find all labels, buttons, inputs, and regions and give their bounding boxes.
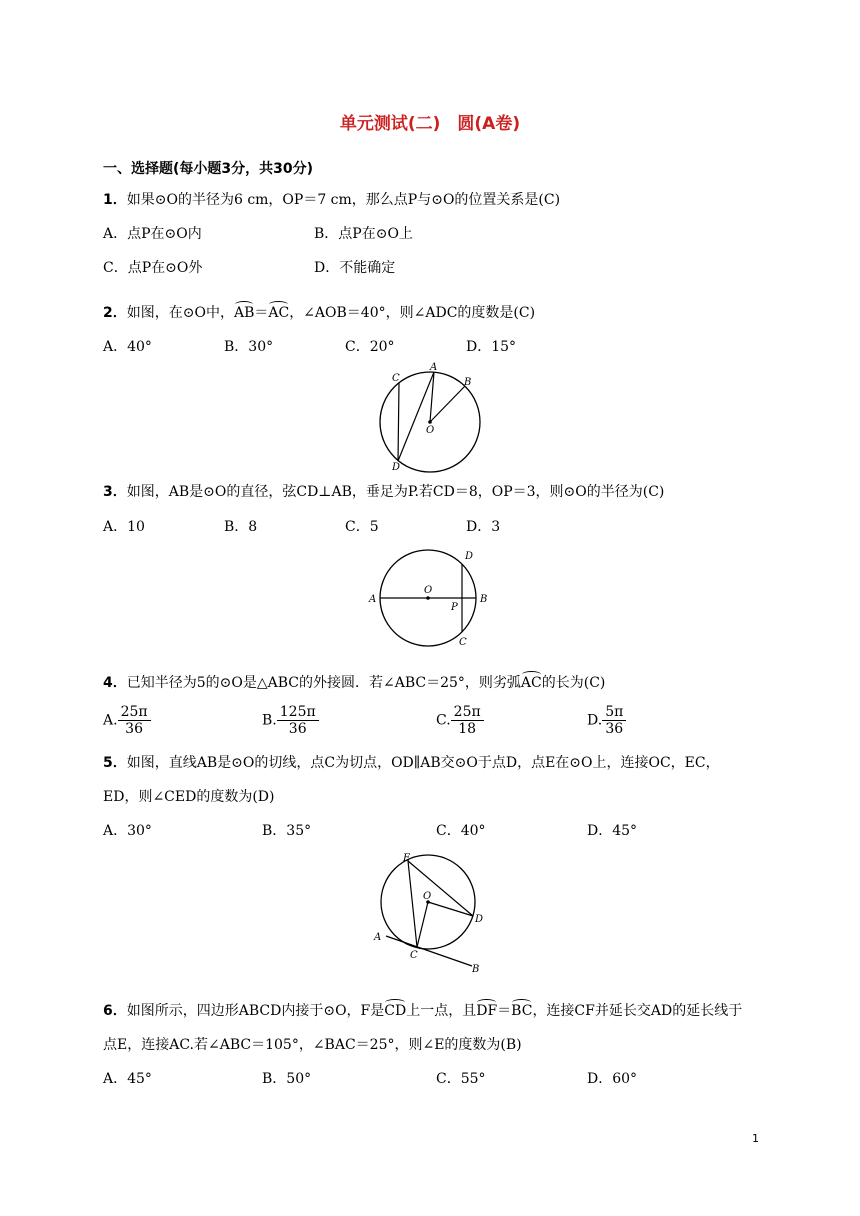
chord-cd — [398, 383, 399, 461]
figure-q3 — [365, 546, 495, 650]
question-5-text-1: 如图，直线AB是⊙O的切线，点C为切点，OD∥AB交⊙O于点D，点E在⊙O上，连接OC，EC， — [126, 755, 720, 771]
equals-sign: ＝ — [254, 305, 269, 321]
denominator: 18 — [458, 721, 477, 737]
question-4-text-pre: 已知半径为5的⊙O是△ABC的外接圆．若∠ABC＝25°，则劣弧 — [126, 675, 521, 691]
chord-ed — [408, 861, 473, 916]
chord-ad — [398, 372, 434, 461]
question-1-stem — [103, 191, 560, 209]
question-3-stem — [103, 483, 664, 501]
label-o: O — [423, 891, 432, 902]
label-c: C — [392, 373, 400, 384]
label-c: C — [459, 637, 467, 648]
question-2-text-post: ，∠AOB＝40°，则∠ADC的度数是(C) — [289, 305, 536, 321]
equals-sign: ＝ — [497, 1003, 512, 1019]
q4-option-a — [103, 704, 151, 737]
q4-option-d-label: D. — [587, 712, 603, 729]
tangent-ab — [386, 936, 472, 966]
arc-bc: BC — [511, 1003, 533, 1019]
q2-option-b: B．30° — [224, 339, 274, 355]
arc-df: DF — [476, 1003, 498, 1019]
label-d: D — [475, 914, 484, 925]
page-number: 1 — [752, 1132, 759, 1145]
q2-option-d: D．15° — [466, 339, 517, 355]
question-4-stem — [103, 674, 605, 692]
question-6-text-mid: 上一点，且 — [406, 1003, 477, 1019]
q5-option-c: C．40° — [436, 823, 486, 839]
figure-q5 — [368, 850, 488, 976]
denominator: 36 — [125, 721, 143, 737]
question-1-text: 如果⊙O的半径为6 cm，OP＝7 cm，那么点P与⊙O的位置关系是(C) — [126, 192, 561, 208]
question-6-number: 6． — [103, 1003, 127, 1019]
section-heading: 一、选择题(每小题3分，共30分) — [103, 161, 314, 177]
numerator: 25π — [118, 704, 151, 721]
label-o: O — [424, 585, 433, 596]
question-6-line-2: 点E，连接AC.若∠ABC＝105°，∠BAC＝25°，则∠E的度数为(B) — [103, 1037, 522, 1053]
question-6-text-post: ，连接CF并延长交AD的延长线于 — [532, 1003, 743, 1019]
q4-option-c-fraction — [451, 704, 484, 737]
q3-option-c: C．5 — [345, 519, 379, 535]
label-b: B — [472, 964, 480, 975]
label-d: D — [465, 551, 474, 562]
denominator: 36 — [288, 721, 307, 737]
label-c: C — [410, 950, 418, 961]
radius-od — [428, 902, 473, 916]
q1-option-d: D．不能确定 — [314, 260, 396, 276]
question-4-number: 4． — [103, 675, 127, 691]
question-6-text-pre: 如图所示，四边形ABCD内接于⊙O，F是 — [126, 1003, 385, 1019]
q4-option-c — [436, 704, 484, 737]
q3-option-d: D．3 — [466, 519, 501, 535]
chord-ec — [408, 861, 417, 947]
arc-ac: AC — [520, 675, 542, 691]
arc-ac: AC — [268, 305, 290, 321]
numerator: 125π — [277, 704, 319, 721]
radius-oc — [417, 902, 428, 947]
q4-option-d — [587, 704, 626, 737]
q1-option-a: A．点P在⊙O内 — [103, 226, 202, 242]
label-a: A — [374, 932, 382, 943]
label-b: B — [480, 594, 488, 605]
question-2-stem — [103, 304, 535, 322]
q4-option-d-fraction — [602, 704, 626, 737]
label-o: O — [426, 425, 435, 436]
q4-option-b-label: B. — [262, 712, 277, 729]
label-e: E — [403, 853, 411, 864]
q3-option-b: B．8 — [224, 519, 258, 535]
question-2-number: 2． — [103, 305, 127, 321]
figure-q2 — [370, 362, 490, 477]
q6-option-a: A．45° — [103, 1071, 152, 1087]
question-5-line-1 — [103, 754, 720, 772]
q2-option-c: C．20° — [345, 339, 395, 355]
q4-option-a-label: A. — [103, 712, 118, 729]
label-d: D — [392, 462, 401, 473]
question-5-line-2: ED，则∠CED的度数为(D) — [103, 789, 275, 805]
q4-option-a-fraction — [118, 704, 151, 737]
numerator: 25π — [451, 704, 484, 721]
q1-option-b: B．点P在⊙O上 — [314, 226, 413, 242]
question-3-number: 3． — [103, 484, 127, 500]
center-point — [428, 420, 432, 424]
question-3-text: 如图，AB是⊙O的直径，弦CD⊥AB，垂足为P.若CD＝8，OP＝3，则⊙O的半径为(C) — [126, 484, 665, 500]
arc-cd: CD — [384, 1003, 407, 1019]
q5-option-b: B．35° — [262, 823, 312, 839]
denominator: 36 — [605, 721, 624, 737]
question-4-text-post: 的长为(C) — [541, 675, 606, 691]
label-p: P — [451, 602, 458, 613]
q1-option-c: C．点P在⊙O外 — [103, 260, 203, 276]
numerator: 5π — [602, 704, 626, 721]
q6-option-b: B．50° — [262, 1071, 312, 1087]
question-5-number: 5． — [103, 755, 127, 771]
q5-option-d: D．45° — [587, 823, 638, 839]
label-a: A — [369, 594, 377, 605]
center-point — [426, 596, 430, 600]
q4-option-b-fraction — [277, 704, 319, 737]
arc-ab: AB — [233, 305, 255, 321]
q3-option-a: A．10 — [103, 519, 145, 535]
q4-option-c-label: C. — [436, 712, 451, 729]
q5-option-a: A．30° — [103, 823, 152, 839]
question-6-line-1 — [103, 1002, 742, 1020]
q4-option-b — [262, 704, 319, 737]
question-1-number: 1． — [103, 192, 127, 208]
q6-option-d: D．60° — [587, 1071, 638, 1087]
label-b: B — [464, 377, 472, 388]
radius-ob — [430, 386, 465, 422]
page-title: 单元测试(二) 圆(A卷) — [339, 114, 521, 134]
question-2-text-pre: 如图，在⊙O中， — [126, 305, 234, 321]
label-a: A — [430, 362, 438, 373]
q6-option-c: C．55° — [436, 1071, 486, 1087]
q2-option-a: A．40° — [103, 339, 152, 355]
